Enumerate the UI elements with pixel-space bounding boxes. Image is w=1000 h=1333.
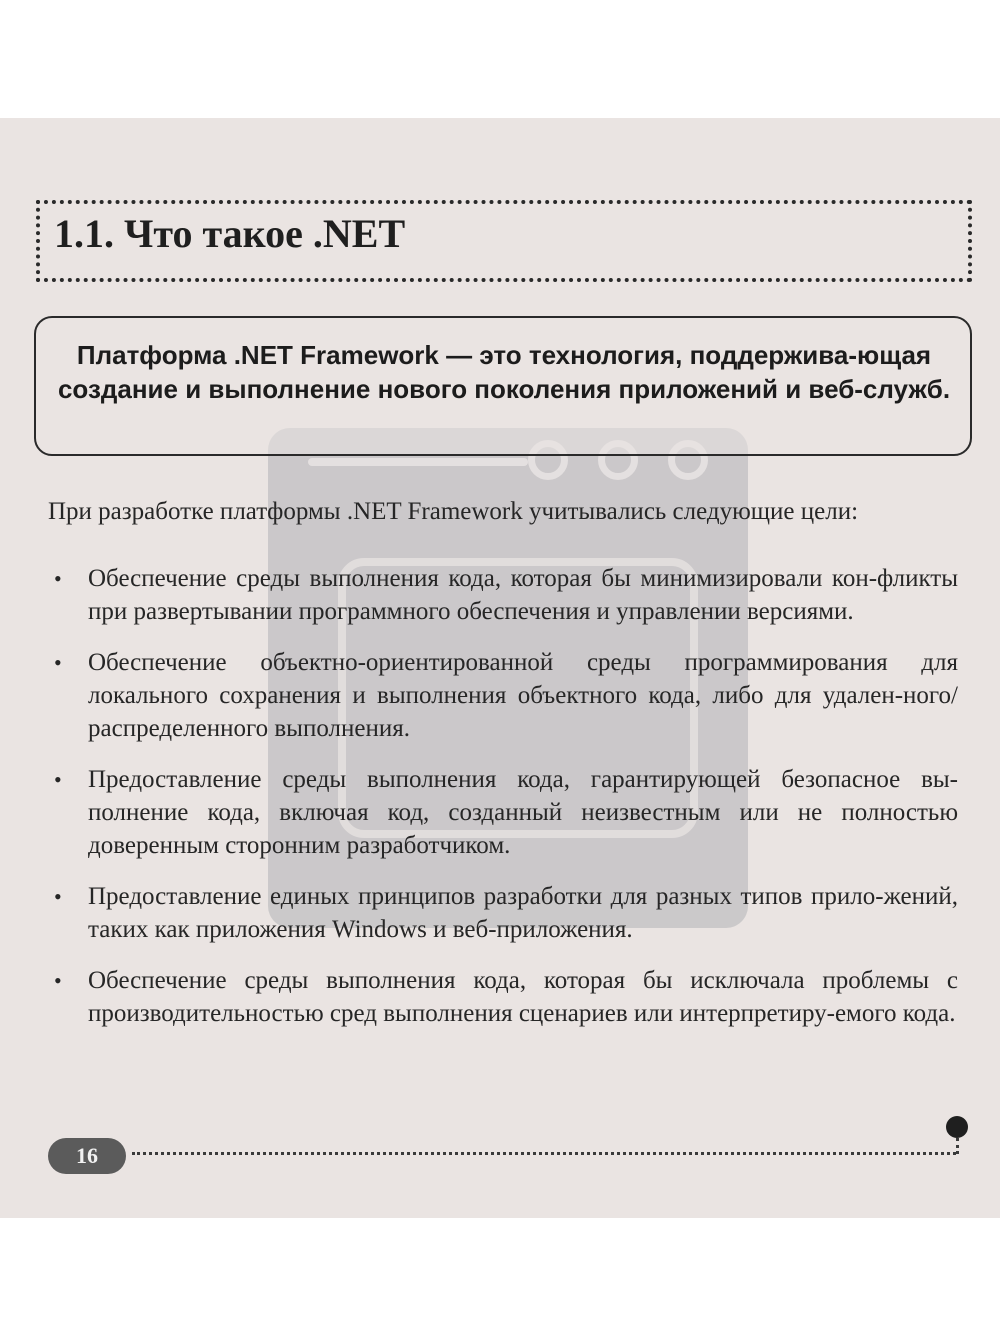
list-item bbox=[48, 646, 958, 745]
goal-text: Предоставление среды выполнения кода, гарантирующей безопасное вы-полнение кода, включая код, созданный неизвестным или не полностью доверенным сторонним разработчиком. bbox=[88, 766, 958, 859]
list-item bbox=[48, 880, 958, 946]
goal-text: Предоставление единых принципов разработки для разных типов прило-жений, таких как приложения Windows и веб-приложения. bbox=[88, 883, 958, 943]
definition-text: Платформа .NET Framework — это технология, поддержива-ющая создание и выполнение нового поколения приложений и веб-служб. bbox=[57, 340, 951, 404]
goals-list bbox=[48, 562, 958, 1048]
page-footer bbox=[48, 1138, 972, 1178]
page-number-badge: 16 bbox=[48, 1138, 126, 1174]
footer-divider bbox=[132, 1152, 956, 1155]
section-header-box bbox=[36, 200, 972, 282]
goal-text: Обеспечение объектно-ориентированной среды программирования для локального сохранения и выполнения объектного кода, либо для удален-ного/распределенного выполнения. bbox=[88, 649, 958, 742]
definition-box bbox=[34, 316, 972, 456]
book-page bbox=[0, 118, 1000, 1218]
bleed-through-text bbox=[30, 118, 970, 156]
footer-stem bbox=[956, 1138, 959, 1154]
section-title: 1.1. Что такое .NET bbox=[54, 211, 406, 256]
bullet-icon: • bbox=[54, 968, 62, 993]
goal-text: Обеспечение среды выполнения кода, которая бы исключала проблемы с производительностью сред выполнения сценариев или интерпретиру-емого кода. bbox=[88, 967, 958, 1027]
list-item bbox=[48, 763, 958, 862]
bullet-icon: • bbox=[54, 767, 62, 792]
bullet-icon: • bbox=[54, 566, 62, 591]
footer-ball-icon bbox=[946, 1116, 968, 1138]
intro-paragraph: При разработке платформы .NET Framework учитывались следующие цели: bbox=[48, 498, 859, 525]
bullet-icon: • bbox=[54, 884, 62, 909]
bullet-icon: • bbox=[54, 650, 62, 675]
goal-text: Обеспечение среды выполнения кода, которая бы минимизировали кон-фликты при развертывании программного обеспечения и управлении версиями. bbox=[88, 565, 958, 625]
list-item bbox=[48, 964, 958, 1030]
list-item bbox=[48, 562, 958, 628]
